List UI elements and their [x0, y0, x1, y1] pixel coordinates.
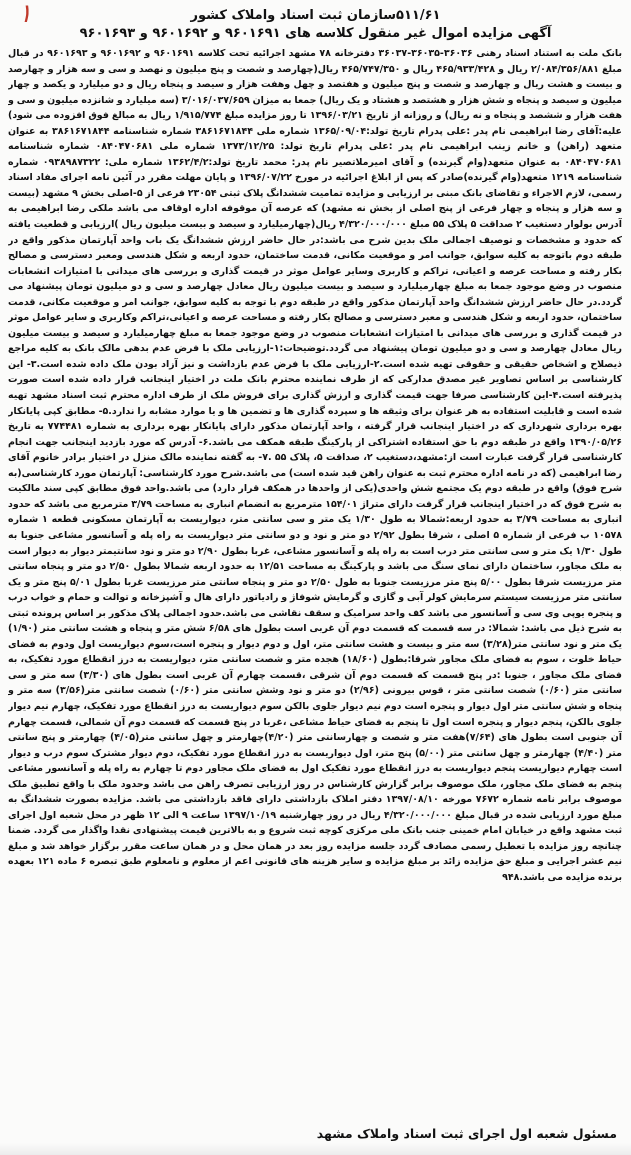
page-fold-shadow — [0, 1143, 631, 1155]
notice-signature: مسئول شعبه اول اجرای ثبت اسناد واملاک مشهد — [316, 1126, 617, 1141]
notice-body: بانک ملت به استناد اسناد رهنی ۳۶۰۳۶-۳۶۰۳۵-۳۶۰۳۷ دفترخانه ۷۸ مشهد اجرائیه تحت کلاسه ۹۶۰۱۶۹۱ و ۹۶۰۱۶۹۲ و ۹۶۰۱۶۹۳ در قبال مبلغ ۲/۰۸۴/۳۵۶/۸۸۱ ریال و ۴۶۵/۹۳۳/۴۲۸ ریال و ۴۶۵/۷۴۷/۳۵۰ ریال(چهارصد و شصت و پنج میلیون و نهصد و سی و سه هزار و چهارصد و بیست و هشت ریال و چهارصد و شصت و پنج میلیون و هفتصد و چهل وهفت هزار و سیصد و پنجاه ریال و دو میلیارد و یکصد و چهار میلیون و سیصد و پنجاه و شش هزار و هشتصد و هشتاد و یک ریال) جمعا به میزان ۳/۰۱۶/۰۳۷/۶۵۹ (سه میلیارد و شانزده میلیون و سی و هفت هزار و ششصد و پنجاه و نه ریال) و روزانه از تاریخ ۱۳۹۶/۰۳/۲۱ تا روز مزایده مبلغ ۱/۹۱۵/۷۷۴ ریال به مبالغ فوق افزوده می شود) علیه:آقای رضا ابراهیمی نام پدر :علی پدرام تاریخ تولد:۱۳۶۵/۰۹/۰۴ شماره ملی ۳۸۶۱۶۷۱۸۴۴ شماره شناسنامه ۳۸۶۱۶۷۱۸۴۴ به عنوان متعهد (راهن) و خانم زینب ابراهیمی نام پدر :علی پدرام تاریخ تولد: ۱۳۷۳/۱۲/۲۵ شماره ملی ۰۸۴۰۴۷۰۶۸۱ شماره شناسنامه ۰۸۴۰۴۷۰۶۸۱ به عنوان متعهد(وام گیرنده) و آقای امیرملاتصیر نام پدر: محمد تاریخ تولد:۱۳۶۲/۴/۲ شماره ملی: ۰۹۳۸۹۸۷۳۲۲ شماره شناسنامه ۱۲۱۹ متعهد(وام گیرنده)صادر که پس از ابلاغ اجرائیه در مورخ ۱۳۹۶/۰۷/۲۲ و پایان مهلت مقرر در آئین نامه اجرای مفاد اسناد رسمی، لازم الاجراء و تقاضای بانک مبنی بر ارزیابی و مزایده تمامیت ششدانگ پلاک ثبتی ۲۳۰۵۴ فرعی از ۵-اصلی بخش ۹ مشهد (بیست و سه هزار و پنجاه و چهار فرعی از پنج اصلی از بخش نه مشهد) که عرصه آن موقوفه اداره اوقاف می باشد ملکی رضا ابراهیمی به آدرس بولوار دستغیب ۲ صداقت ۵ پلاک ۵۵ مبلغ ۴/۳۲۰/۰۰۰/۰۰۰ ریال(چهارمیلیارد و سیصد و بیست میلیون ریال )ارزیابی و قطعیت یافته که حدود و مشخصات و توصیف اجمالی ملک بدین شرح می باشد:در حال حاضر ارزش ششدانگ یک باب واحد آپارتمان مذکور واقع در طبقه دوم باتوجه به کلیه سوابق، جوانب امر و موقعیت مکانی، قدمت ساختمان، حدود اربعه و شکل هندسی ومعبر دسترسی و مصالح بکار رفته و مساحت عرصه و اعیانی، تراکم و کاربری وسایر عوامل موثر در قیمت گذاری و بررسی های میدانی با امتیازات انشعابات منصوب در وضع موجود جمعا به مبلغ چهارمیلیارد و سیصد و بیست میلیون ریال معادل چهارصد و سی و دو میلیون تومان پیشنهاد می گردد.در حال حاضر ارزش ششدانگ واحد آپارتمان مذکور واقع در طبقه دوم با توجه به کلیه سوابق، جوانب امر و موقعیت مکانی، قدمت ساختمان، حدود اربعه و شکل هندسی و معبر دسترسی و مصالح بکار رفته و مساحت عرصه و اعیانی،تراکم وکاربری و سایر عوامل موثر در قیمت گذاری و بررسی های میدانی با امتیازات انشعابات منصوب در وضع موجود جمعا به مبلغ چهارمیلیارد و سیصد و بیست میلیون ریال معادل چهارصد و سی و دو میلیون تومان پیشنهاد می گردد.توضیحات:۱-ارزیابی ملک با فرض عدم بدهی مالک بانک به کلیه مراجع ذیصلاح و اشخاص حقیقی و حقوقی تهیه شده است.۲-ارزیابی ملک با فرض عدم بازداشت و نیز آزاد بودن ملک داده شده است.۳- این کارشناسی بر اساس تصاویر غیر مصدق مدارکی که از طرف نماینده محترم بانک ملت در اختیار اینجانب قرار داده شده است صورت پذیرفته است.۴-این کارشناسی صرفا جهت قیمت گذاری و ارزش گذاری برای فروش ملک از طرف اداره محترم ثبت اسناد مشهد تهیه شده است و قابلیت استفاده به هر عنوان برای وثیقه ها و سپرده گذاری ها و تضمین ها و یا موارد مشابه را ندارد.۵- مطابق کپی پایانکار بهره برداری شهرداری که در اختیار اینجانب قرار گرفته ، واحد آپارتمان مذکور دارای پایانکار بهره برداری به شماره ۷۷۴۴۸۱ به تاریخ ۱۳۹۰/۰۵/۲۶ واقع در طبقه دوم با حق استفاده اشتراکی از پارکینگ طبقه همکف می باشد.۶- آدرس که مورد بازدید اینجانب جهت انجام کارشناسی قرار گرفت عبارت است از:مشهد،دستغیب ۲، صداقت ۵، پلاک ۵۵ .۷- به گفته نماینده مالک منزل در اختیار برادر خانوم آقای رضا ابراهیمی (که در نامه اداره محترم ثبت به عنوان راهن قید شده است) می باشد.شرح مورد کارشناسی: آپارتمان مورد کارشناسی(به شرح فوق) واقع در طبقه دوم یک مجتمع شش واحدی(یکی از واحدها در همکف قرار دارد) می باشد.واحد فوق مطابق کپی سند مالکیت به شرح فوق که در اختیار اینجانب قرار گرفت دارای متراژ ۱۵۴/۰۱ مترمربع به انضمام انباری به مساحت ۳/۷۹ مترمربع می باشد که حدود انباری به مساحت ۳/۷۹ به حدود اربعه:شمالا به طول ۱/۳۰ یک متر و سی سانتی متر، دیواریست به آپارتمان مسکونی قطعه ۱ شماره ۱۰۵۷۸ ب فرعی از شماره ۵ اصلی ، شرقا بطول ۲/۹۲ دو متر و نود و دو سانتی متر دیواریست به راه پله و آسانسور مشاعی جنوبا به طول ۱/۳۰ یک متر و سی سانتی متر درب است به راه پله و آسانسور مشاعی، غربا بطول ۲/۹۰ دو متر و نود سانتیمتر دیوار به دیوار است به ملک مجاور، ساختمان دارای نمای سنگ می باشد و پارکینگ به مساحت ۱۲/۵۱ به حدود اربعه شمالا بطول ۲/۵۰ دو متر و پنجاه سانتی متر مرزیست شرقا بطول ۵/۰۰ پنج متر مرزیست جنوبا به طول ۲/۵۰ دو متر و پنجاه سانتی متر مرزیست غربا بطول ۵/۰۱ پنج متر و یک سانتی متر مرزیست سیستم سرمایش کولر آبی و گازی و گرمایش شوفاژ و رادیاتور دارای هال و آشپزخانه و توالت و حمام و خواب درب و پنجره یوپی وی سی و آسانسور می باشد کف واحد سرامیک و سقف نقاشی می باشد.حدود اجمالی پلاک مذکور بر اساس پرونده ثبتی به شرح ذیل می باشد: شمالا: در سه قسمت که قسمت دوم آن غربی است بطول های ۶/۵۸ شش متر و پنجاه و هشت سانتی متر (۱/۹۰) یک متر و نود سانتی متر(۳/۲۸) سه متر و بیست و هشت سانتی متر، اول و دوم دیوار و پنجره است،سوم دیواریست اول ودوم به فضای حیاط خلوت ، سوم به فضای ملک مجاور شرقا:بطول (۱۸/۶۰) هجده متر و شصت سانتی متر، دیواریست به درز انقطاع مورد تفکیک، به فضای ملک مجاور ، جنوبا :در پنج قسمت که قسمت دوم آن شرقی ،قسمت چهارم آن غربی است بطول های (۳/۳۰) سه متر و سی سانتی متر (۰/۶۰) شصت سانتی متر ، قوس بیرونی (۲/۹۶) دو متر و نود وشش سانتی متر (۰/۶۰) شصت سانتی متر(۳/۵۶) سه متر و پنجاه و شش سانتی متر اول دیوار و پنجره است دوم نیم دیوار جلوی بالکن سوم دیواریست به درز انقطاع مورد تفکیک، چهارم نیم دیوار جلوی بالکن، پنجم دیوار و پنجره است اول تا پنجم به فضای حیاط مشاعی ،غربا در پنج قسمت که قسمت دوم آن شمالی، قسمت چهارم آن جنوبی است بطول های (۷/۶۴)هفت متر و شصت و چهارسانتی متر (۴/۲۰)چهارمتر و چهل سانتی متر(۴/۰۵) چهارمتر و پنج سانتی متر (۴/۴۰) چهارمتر و چهل سانتی متر (۵/۰۰) پنج متر، اول دیواریست به درز انقطاع مورد تفکیک، دوم دیوار مشترک سوم درب و دیوار است چهارم دیواریست پنجم دیواریست به درز انقطاع مورد تفکیک اول به فضای ملک مجاور دوم تا چهارم به راه پله و آسانسور مشاعی پنجم به فضای ملک مجاور، ملک موصوف برابر گزارش کارشناس در روز ارزیابی تصرف راهن می باشد وحدود ملک با واقع تطبیق ملک موصوف برابر نامه شماره ۷۶۷۲ مورخه ۱۳۹۷/۰۸/۱۰ دفتر املاک بازداشتی دارای فاقد بازداشتی می باشد. مزایده بصورت ششدانگ به مبلغ مورد ارزیابی شده در قبال مبلغ ۴/۳۲۰/۰۰۰/۰۰۰ ریال در روز چهارشنبه ۱۳۹۷/۱۰/۱۹ ساعت ۹ الی ۱۲ ظهر در محل شعبه اول اجرای ثبت مشهد واقع در خیابان امام خمینی جنب بانک ملی مرکزی کوچه ثبت شروع و به بالاترین قیمت پیشنهادی نقدا واگذار می گردد. ضمنا چنانچه روز مزایده با تعطیل رسمی مصادف گردد جلسه مزایده روز بعد در همان محل و در همان ساعت مقرر برگزار خواهد شد و مبلغ نیم عشر اجرایی و مبلغ حق مزایده زائد بر مبلغ مزایده و سایر هزینه های قانونی اعم از معلوم و نامعلوم طبق تبصره ۶ ماده ۱۲۱ بعهده برنده مزایده می باشد.۹۴۸ — [8, 48, 622, 883]
notice-title: آگهی مزایده اموال غیر منقول کلاسه های ۹۶۰۱۶۹۱ و ۹۶۰۱۶۹۲ و ۹۶۰۱۶۹۳ — [79, 26, 552, 41]
handwritten-mark: ۱ — [18, 0, 32, 29]
notice-header-organization: ۵۱۱/۶۱سازمان ثبت اسناد واملاک کشور — [190, 8, 441, 23]
